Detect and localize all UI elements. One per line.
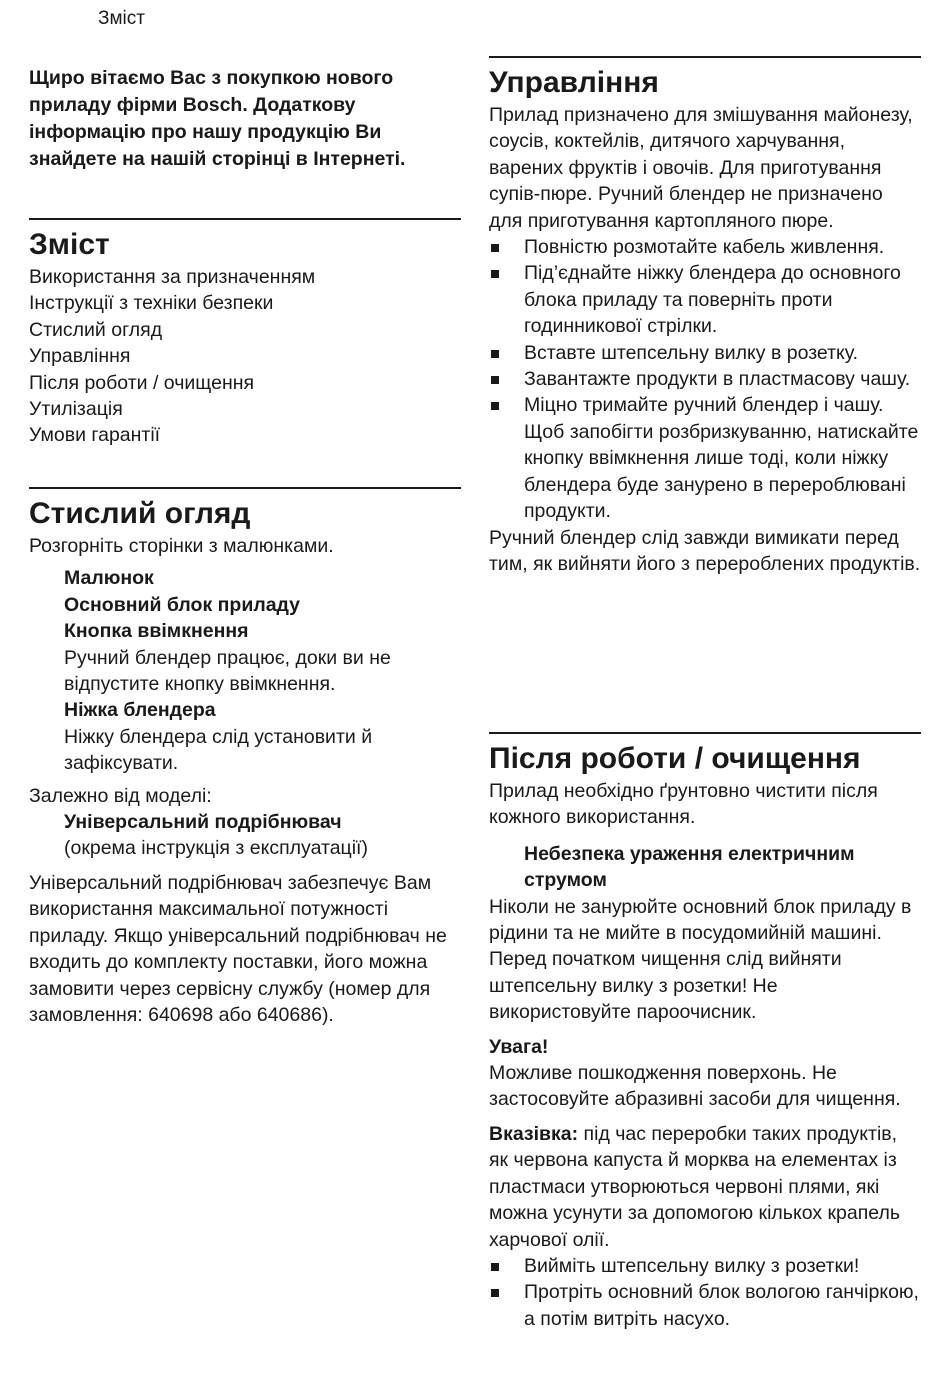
chopper-label: Універсальний подрібнювач: [64, 811, 342, 834]
overview-section: [29, 487, 461, 1028]
bullet-square-icon: [491, 1289, 499, 1297]
step-note: Щоб запобігти розбризкуванню, натискайте кнопку ввімкнення лише тоді, коли ніжку блендера буде занурено в перероблювані продукти.: [524, 420, 919, 523]
model-dependent: Залежно від моделі:: [29, 784, 212, 807]
danger-text: Ніколи не занурюйте основний блок приладу в рідини та не мийте в посудомийній машині. Перед початком чищення слід вийняти штепсельну вилку з розетки! Не використовуйте пароочисник.: [489, 895, 912, 1024]
intro-text: Щиро вітаємо Вас з покупкою нового приладу фірми Bosch. Додаткову інформацію про нашу продукцію Ви знайдете на нашій сторінці в Інтернеті.: [29, 67, 406, 170]
leg-label: Ніжка блендера: [64, 699, 216, 722]
toc-item: Використання за призначенням: [29, 266, 316, 288]
overview-intro: Розгорніть сторінки з малюнками.: [29, 535, 334, 557]
list-item: Повністю розмотайте кабель живлення.: [489, 234, 921, 260]
bullet-square-icon: [491, 1263, 499, 1271]
operation-title: Управління: [489, 66, 659, 99]
main-unit-label: Основний блок приладу: [64, 593, 301, 616]
caution-title: Увага!: [489, 1035, 549, 1058]
list-item: Завантажте продукти в пластмасову чашу.: [489, 366, 921, 392]
list-item: Вийміть штепсельну вилку з розетки!: [489, 1253, 921, 1279]
toc-title: Зміст: [29, 228, 110, 261]
caution-text: Можливе пошкодження поверхонь. Не застосовуйте абразивні засоби для чищення.: [489, 1062, 901, 1111]
operation-outro: Ручний блендер слід завжди вимикати перед тим, як вийняти його з перероблених продуктів.: [489, 526, 921, 575]
operation-section: [489, 56, 921, 577]
note-paragraph: [489, 1121, 921, 1253]
toc-item: Утилізація: [29, 398, 123, 421]
toc-item: Після роботи / очищення: [29, 371, 255, 394]
figure-label: Малюнок: [64, 567, 154, 590]
cleaning-title: Після роботи / очищення: [489, 742, 861, 775]
toc-section: [29, 218, 461, 449]
bullet-square-icon: [491, 376, 499, 384]
note-label: Вказівка:: [489, 1122, 579, 1145]
chopper-description: (окрема інструкція з експлуатації): [64, 837, 368, 860]
cleaning-section: [489, 732, 921, 1332]
list-item: Під’єднайте ніжку блендера до основного блока приладу та поверніть проти годинникової стрілки.: [489, 260, 921, 339]
bullet-square-icon: [491, 350, 499, 358]
list-item: Вставте штепсельну вилку в розетку.: [489, 340, 921, 366]
switch-label: Кнопка ввімкнення: [64, 620, 249, 643]
bullet-square-icon: [491, 402, 499, 410]
bullet-square-icon: [491, 244, 499, 252]
toc-item: Умови гарантії: [29, 424, 161, 447]
cleaning-intro: Прилад необхідно ґрунтовно чистити після кожного використання.: [489, 780, 878, 829]
switch-description: Ручний блендер працює, доки ви не відпустите кнопку ввімкнення.: [64, 646, 391, 696]
danger-title: Небезпека ураження електричним струмом: [524, 842, 855, 892]
list-item: Міцно тримайте ручний блендер і чашу.: [489, 392, 921, 418]
chopper-text: Універсальний подрібнювач забезпечує Вам використання максимальної потужності приладу. Якщо універсальний подрібнювач не входить до комплекту поставки, його можна замовити через сервісну службу (номер для замовлення: 640698 або 640686).: [29, 871, 447, 1026]
running-head: Зміст: [98, 8, 145, 29]
overview-title: Стислий огляд: [29, 497, 251, 530]
bullet-square-icon: [491, 270, 499, 278]
toc-item: Стислий огляд: [29, 318, 163, 341]
leg-description: Ніжку блендера слід установити й зафіксувати.: [64, 725, 373, 775]
operation-intro: Прилад призначено для змішування майонезу, соусів, коктейлів, дитячого харчування, варених фруктів і овочів. Для приготування супів-пюре. Ручний блендер не призначено для приготування картопляного пюре.: [489, 104, 913, 232]
list-item: Протріть основний блок вологою ганчіркою, а потім витріть насухо.: [489, 1279, 921, 1332]
toc-item: Інструкції з техніки безпеки: [29, 292, 274, 315]
note-text: під час переробки таких продуктів, як червона капуста й морква на елементах із пластмаси утворюються червоні плями, які можна усунути за допомогою кількох крапель харчової олії.: [489, 1122, 901, 1251]
toc-item: Управління: [29, 345, 131, 368]
